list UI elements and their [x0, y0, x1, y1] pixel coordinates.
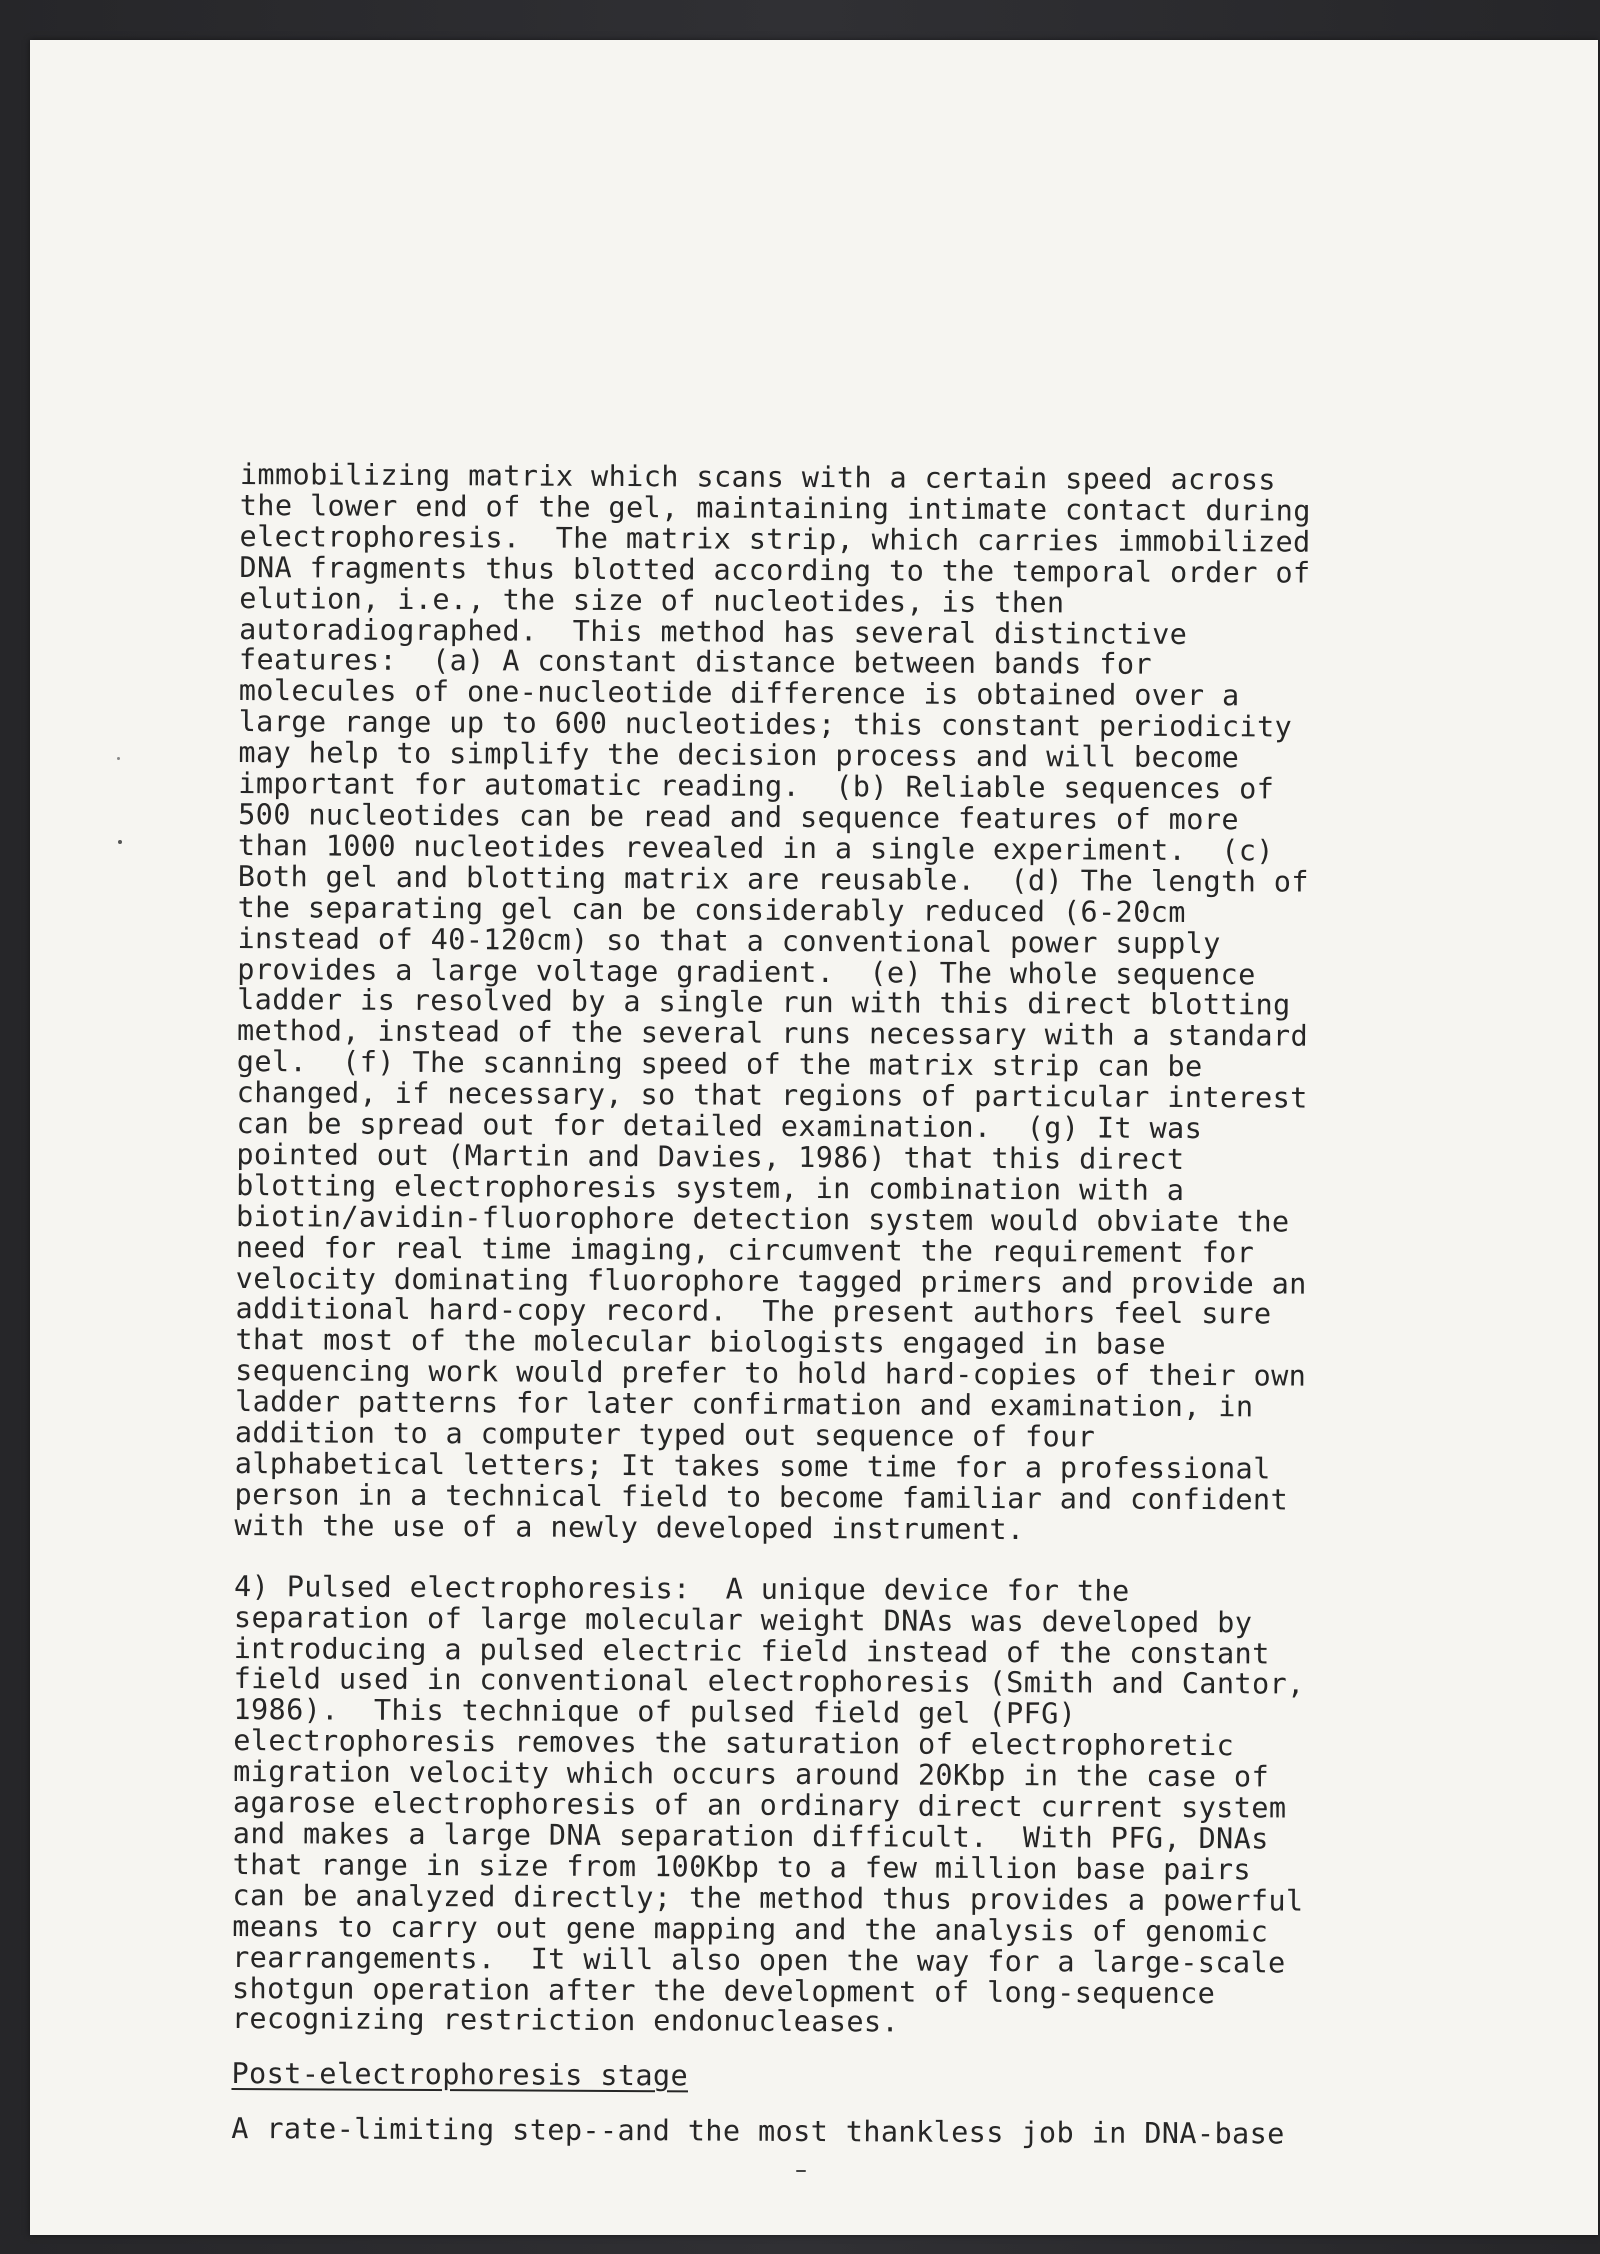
document-page	[30, 40, 1598, 2235]
text-line: 4) Pulsed electrophoresis: A unique device for the	[234, 1569, 1130, 1608]
text-line: sequencing work would prefer to hold hard-copies of their own	[235, 1354, 1307, 1393]
text-line: migration velocity which occurs around 20Kbp in the case of	[233, 1755, 1270, 1794]
text-line: electrophoresis. The matrix strip, which carries immobilized	[239, 519, 1311, 559]
text-line: biotin/avidin-fluorophore detection system would obviate the	[235, 1199, 1290, 1239]
text-line: features: (a) A constant distance between bands for	[238, 643, 1153, 682]
text-line: and makes a large DNA separation difficult. With PFG, DNAs	[232, 1816, 1269, 1856]
text-line: additional hard-copy record. The present authors feel sure	[235, 1292, 1272, 1331]
text-line: person in a technical field to become familiar and confident	[234, 1477, 1289, 1517]
text-line: Both gel and blotting matrix are reusable. (d) The length of	[237, 859, 1309, 899]
text-line: introducing a pulsed electric field instead of the constant	[233, 1631, 1270, 1670]
text-line: than 1000 nucleotides revealed in a single experiment. (c)	[237, 828, 1275, 868]
text-line: the separating gel can be considerably reduced (6-20cm	[237, 890, 1186, 929]
text-line: ladder patterns for later confirmation and examination, in	[234, 1385, 1254, 1424]
text-line: agarose electrophoresis of an ordinary direct current system	[232, 1786, 1287, 1825]
text-line: A rate-limiting step--and the most thankless job in DNA-base	[231, 2112, 1285, 2151]
text-line: field used in conventional electrophoresis (Smith and Cantor,	[233, 1662, 1305, 1702]
text-line: ladder is resolved by a single run with this direct blotting	[237, 983, 1291, 1022]
text-line: alphabetical letters; It takes some time for a professional	[234, 1446, 1271, 1486]
paper-speck	[117, 757, 120, 760]
paper-speck	[796, 2170, 806, 2172]
text-line: electrophoresis removes the saturation of electrophoretic	[233, 1724, 1235, 1763]
text-line: instead of 40-120cm) so that a conventional power supply	[237, 921, 1221, 960]
text-line: need for real time imaging, circumvent the requirement for	[235, 1230, 1255, 1269]
text-line: that range in size from 100Kbp to a few million base pairs	[232, 1847, 1252, 1887]
text-line: DNA fragments thus blotted according to the temporal order of	[239, 550, 1311, 590]
text-line: immobilizing matrix which scans with a certain speed across	[239, 458, 1276, 497]
section-heading-post-electrophoresis: Post-electrophoresis stage	[231, 2057, 689, 2093]
text-line: recognizing restriction endonucleases.	[231, 2002, 900, 2039]
text-line: rearrangements. It will also open the way for a large-scale	[232, 1940, 1286, 1980]
text-line: means to carry out gene mapping and the analysis of genomic	[232, 1909, 1269, 1949]
text-line: elution, i.e., the size of nucleotides, is then	[239, 581, 1065, 619]
text-line: blotting electrophoresis system, in combination with a	[236, 1168, 1185, 1207]
body-text	[231, 460, 1380, 2151]
paragraph-direct-blotting	[234, 460, 1380, 1548]
text-line: gel. (f) The scanning speed of the matrix strip can be	[236, 1045, 1203, 1084]
text-line: the lower end of the gel, maintaining intimate contact during	[239, 488, 1311, 528]
text-line: pointed out (Martin and Davies, 1986) that this direct	[236, 1137, 1185, 1176]
text-line: molecules of one-nucleotide difference is obtained over a	[238, 674, 1240, 713]
text-line: autoradiographed. This method has several distinctive	[239, 612, 1188, 651]
text-line: addition to a computer typed out sequence of four	[234, 1416, 1096, 1454]
text-line: 500 nucleotides can be read and sequence features of more	[238, 797, 1240, 837]
text-line: separation of large molecular weight DNAs was developed by	[233, 1600, 1253, 1639]
text-line: method, instead of the several runs necessary with a standard	[236, 1014, 1309, 1053]
paragraph-pulsed-electrophoresis	[231, 1569, 1374, 2042]
text-line: that most of the molecular biologists engaged in base	[235, 1323, 1167, 1362]
paper-speck	[118, 840, 122, 844]
text-line: changed, if necessary, so that regions of particular interest	[236, 1076, 1308, 1115]
text-line: shotgun operation after the development of long-sequence	[231, 1971, 1216, 2010]
text-line: large range up to 600 nucleotides; this constant periodicity	[238, 705, 1293, 744]
text-line: may help to simplify the decision process and will become	[238, 736, 1240, 775]
text-line: 1986). This technique of pulsed field gel (PFG)	[233, 1693, 1077, 1731]
text-line: can be analyzed directly; the method thus provides a powerful	[232, 1878, 1304, 1918]
text-line: with the use of a newly developed instrument.	[234, 1508, 1025, 1546]
text-line: important for automatic reading. (b) Reliable sequences of	[238, 767, 1275, 806]
text-line: can be spread out for detailed examination. (g) It was	[236, 1107, 1203, 1146]
text-line: velocity dominating fluorophore tagged primers and provide an	[235, 1261, 1307, 1301]
text-line: provides a large voltage gradient. (e) The whole sequence	[237, 952, 1256, 991]
paragraph-post-electrophoresis	[231, 2114, 1371, 2151]
